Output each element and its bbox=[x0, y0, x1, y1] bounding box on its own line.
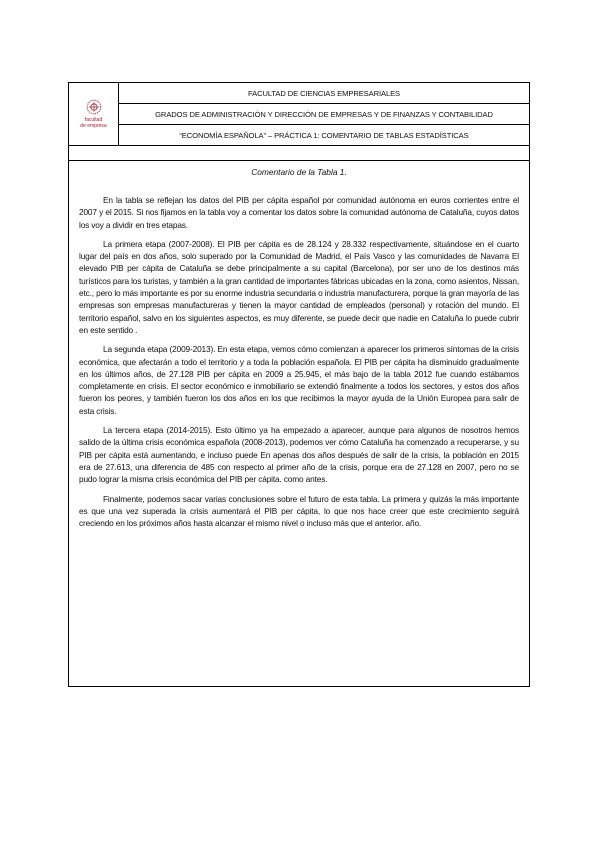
section-title: Comentario de la Tabla 1. bbox=[251, 167, 347, 177]
logo-text: facultad de empresa bbox=[80, 117, 107, 129]
paragraph-first-stage: La primera etapa (2007-2008). El PIB per cápita es de 28.124 y 28.332 respectivamente, situándose en el cuarto lugar del país en dos años, solo superado por la Comunidad de Madrid, el País Vasco y las comunidades de Navarra El elevado PIB per cápita de Cataluña se debe principalmente a su capital (Barcelona), por ser uno de los destinos más turísticos para los turistas, y también a la gran cantidad de importantes fábricas ubicadas en la zona, como asientos, Nissan, etc., pero lo más importante es por su enorme industria secundaria o industria manufacturera, porque la gran mayoría de las empresas son empresas manufactureras y tienen la mayor cantidad de empleados (personal) y rotación del mundo. El territorio español, salvo en los siguientes aspectos, es muy diferente, se puede decir que nadie en Cataluña lo puede cubrir en este sentido . bbox=[79, 238, 519, 335]
university-logo-icon bbox=[86, 99, 102, 115]
header-lines bbox=[119, 83, 529, 145]
document-header bbox=[69, 83, 529, 146]
document-frame bbox=[68, 82, 530, 687]
paragraph-conclusions: Finalmente, podemos sacar varias conclusiones sobre el futuro de esta tabla. La primera y quizás la más importante es que una vez superada la crisis aumentará el PIB per cápita, lo que nos hace creer que este crecimiento seguirá creciendo en los próximos años hasta alcanzar el mismo nivel o incluso más que el anterior. año. bbox=[79, 493, 519, 529]
faculty-name: FACULTAD DE CIENCIAS EMPRESARIALES bbox=[247, 88, 401, 98]
document-body bbox=[69, 161, 529, 529]
paragraph-second-stage: La segunda etapa (2009-2013). En esta etapa, vemos cómo comienzan a aparecer los primeros síntomas de la crisis económica, que afectarán a todo el territorio y a toda la población española. El PIB per cápita ha disminuido gradualmente en los últimos años, de 27.128 PIB per cápita en 2009 a 25.945, el más bajo de la tabla 2012 fue cuando estábamos completamente en crisis. El sector económico e inmobiliario se extendió finalmente a todos los sectores, y estos dos años fueron los peores, y también fueron los dos años en los que recibimos la mayor ayuda de la Unión Europea para salir de esta crisis. bbox=[79, 344, 519, 416]
logo-cell bbox=[69, 83, 119, 145]
course-title: “ECONOMÍA ESPAÑOLA” – PRÁCTICA 1: COMENTARIO DE TABLAS ESTADÍSTICAS bbox=[119, 124, 529, 145]
header-spacer-row bbox=[69, 146, 529, 161]
paragraph-third-stage: La tercera etapa (2014-2015). Esto último ya ha empezado a aparecer, aunque para algunos de nosotros hemos salido de la última crisis económica española (2008-2013), podemos ver cómo Cataluña ha comenzado a recuperarse, y su PIB per cápita está aumentando, e incluso puede En apenas dos años después de salir de la crisis, la población en 2015 era de 27.613, una diferencia de 485 con respecto al primer año de la crisis, porque era de 27.128 en 2007, pero no se pudo lograr la misma crisis económica del PIB per cápita. como antes. bbox=[79, 425, 519, 485]
paragraph-intro: En la tabla se reflejan los datos del PIB per cápita español por comunidad autónoma en euros corrientes entre el 2007 y el 2015. Si nos fijamos en la tabla voy a comentar los datos sobre la comunidad autónoma de Cataluña, cuyos datos los voy a dividir en tres etapas. bbox=[79, 195, 519, 230]
degree-names: GRADOS DE ADMINISTRACIÓN Y DIRECCIÓN DE EMPRESAS Y DE FINANZAS Y CONTABILIDAD bbox=[119, 103, 529, 124]
